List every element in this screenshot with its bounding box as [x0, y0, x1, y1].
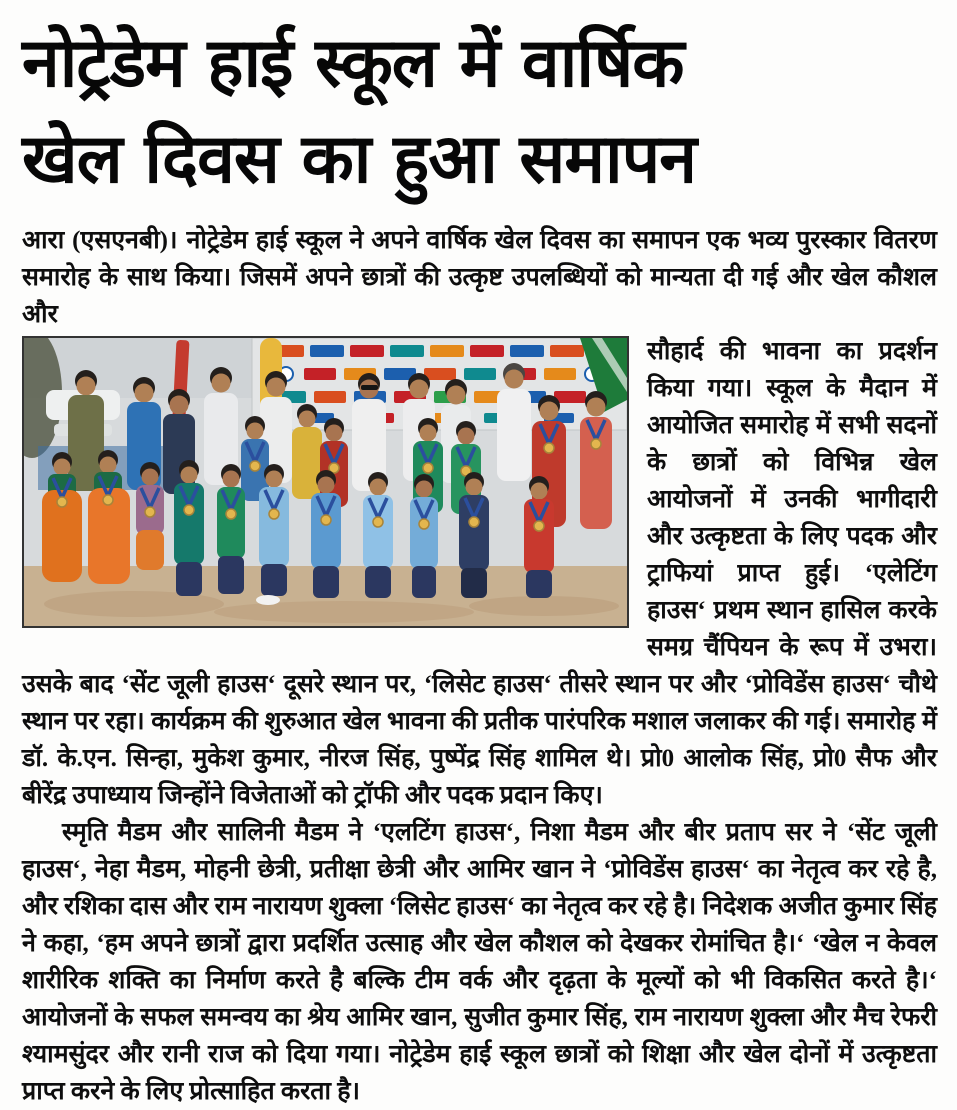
headline-line-1: नोट्रेडेम हाई स्कूल में वार्षिक [22, 24, 684, 103]
dateline: आरा (एसएनबी)। [22, 227, 178, 254]
paragraph-lead [22, 222, 937, 333]
paragraph-1-continued: सौहार्द की भावना का प्रदर्शन किया गया। स्कूल के मैदान में आयोजित समारोह में सभी सदनों के छात्रों को विभिन्न खेल आयोजनों में उनकी भागीदारी और उत्कृष्टता के लिए पदक और ट्राफियां प्राप्त हुई। ‘एलेटिंग हाउस‘ प्रथम स्थान हासिल करके समग्र चैंपियन के रूप में उभरा। उसके बाद ‘सेंट जूली हाउस‘ दूसरे स्थान पर, ‘लिसेट हाउस‘ तीसरे स्थान पर और ‘प्रोविडेंस हाउस‘ चौथे स्थान पर रहा। कार्यक्रम की शुरुआत खेल भावना की प्रतीक पारंपरिक मशाल जलाकर की गई। समारोह में डॉ. के.एन. सिन्हा, मुकेश कुमार, नीरज सिंह, पुष्पेंद्र सिंह शामिल थे। प्रो0 आलोक सिंह, प्रो0 सैफ और बीरेंद्र उपाध्याय जिन्होंने विजेताओं को ट्रॉफी और पदक प्रदान किए। [22, 338, 937, 809]
headline-line-2: खेल दिवस का हुआ समापन [22, 120, 696, 199]
headline [22, 16, 937, 208]
paragraph-2: स्मृति मैडम और सालिनी मैडम ने ‘एलटिंग हाउस‘, निशा मैडम और बीर प्रताप सर ने ‘सेंट जूली हाउस‘, नेहा मैडम, मोहनी छेत्री, प्रतीक्षा छेत्री और आमिर खान ने ‘प्रोविडेंस हाउस‘ का नेतृत्व कर रहे है, और रशिका दास और राम नारायण शुक्ला ‘लिसेट हाउस‘ का नेतृत्व कर रहे है। निदेशक अजीत कुमार सिंह ने कहा, ‘हम अपने छात्रों द्वारा प्रदर्शित उत्साह और खेल कौशल को देखकर रोमांचित है।‘ ‘खेल न केवल शारीरिक शक्ति का निर्माण करते है बल्कि टीम वर्क और दृढ़ता के मूल्यों को भी विकसित करते है।‘ आयोजनों के सफल समन्वय का श्रेय आमिर खान, सुजीत कुमार सिंह, राम नारायण शुक्ला और मैच रेफरी श्यामसुंदर और रानी राज को दिया गया। नोट्रेडेम हाई स्कूल छात्रों को शिक्षा और खेल दोनों में उत्कृष्टता प्राप्त करने के लिए प्रोत्साहित करता है। [22, 819, 937, 1105]
article-body [22, 222, 937, 1110]
group-photo-illustration [24, 338, 627, 626]
lead-text: नोट्रेडेम हाई स्कूल ने अपने वार्षिक खेल दिवस का समापन एक भव्य पुरस्कार वितरण समारोह के साथ किया। जिसमें अपने छात्रों की उत्कृष्ट उपलब्धियों को मान्यता दी गई और खेल कौशल और [22, 227, 937, 328]
group-photo [22, 336, 629, 628]
